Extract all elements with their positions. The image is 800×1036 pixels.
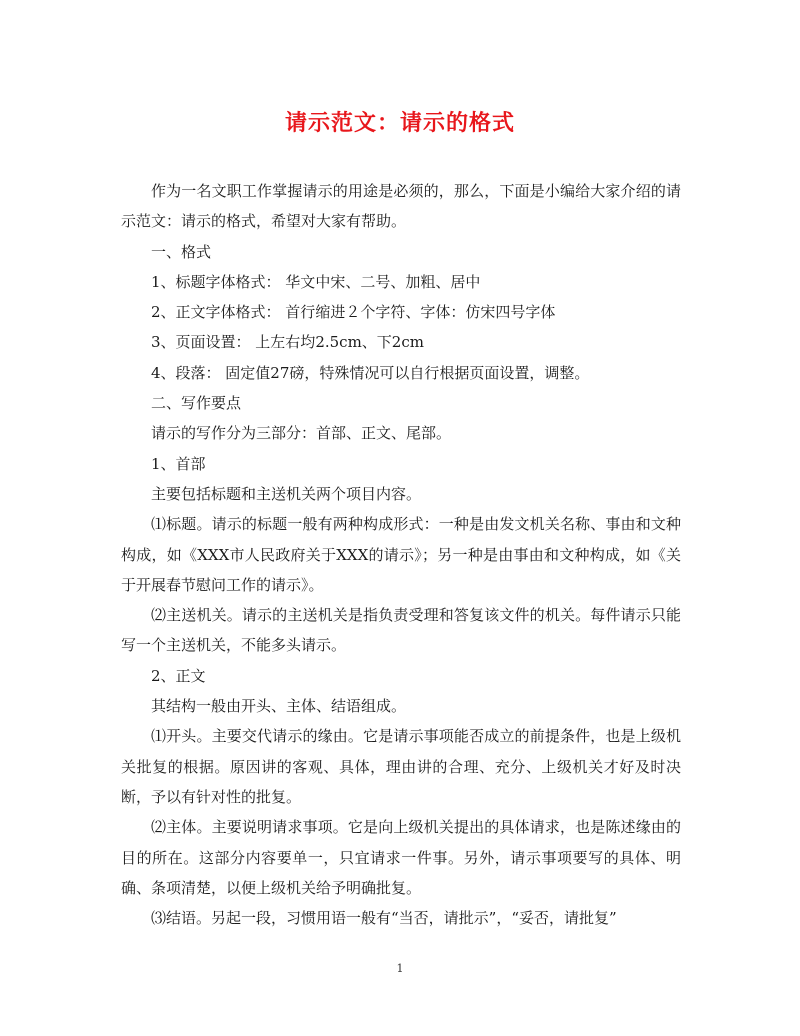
paragraph-recipient-detail: ⑵主送机关。请示的主送机关是指负责受理和答复该文件的机关。每件请示只能写一个主送机关，不能多头请示。 bbox=[121, 606, 681, 655]
paragraph-opening-detail: ⑴开头。主要交代请示的缘由。它是请示事项能否成立的前提条件，也是上级机关批复的根据。原因讲的客观、具体，理由讲的合理、充分、上级机关才好及时决断，予以有针对性的批复。 bbox=[121, 727, 681, 806]
paragraph-body-structure: 其结构一般由开头、主体、结语组成。 bbox=[151, 697, 407, 716]
paragraph-main-detail: ⑵主体。主要说明请求事项。它是向上级机关提出的具体请求，也是陈述缘由的目的所在。这部分内容要单一，只宜请求一件事。另外，请示事项要写的具体、明确、条项清楚，以便上级机关给予明确批复。 bbox=[121, 818, 681, 897]
heading-writing-points: 二、写作要点 bbox=[151, 394, 242, 413]
paragraph-conclusion-detail: ⑶结语。另起一段，习惯用语一般有“当否，请批示”，“妥否，请批复” bbox=[151, 909, 617, 928]
subheading-header: 1、首部 bbox=[151, 454, 206, 473]
heading-format: 一、格式 bbox=[151, 242, 212, 261]
document-body bbox=[121, 176, 681, 933]
paragraph-header-content: 主要包括标题和主送机关两个项目内容。 bbox=[151, 484, 422, 503]
list-item-title-font: 1、标题字体格式： 华文中宋、二号、加粗、居中 bbox=[151, 272, 481, 291]
list-item-paragraph: 4、段落： 固定值27磅，特殊情况可以自行根据页面设置，调整。 bbox=[151, 363, 590, 382]
subheading-body: 2、正文 bbox=[151, 666, 206, 685]
paragraph-three-parts: 请示的写作分为三部分：首部、正文、尾部。 bbox=[151, 424, 452, 443]
list-item-body-font: 2、正文字体格式： 首行缩进２个字符、字体：仿宋四号字体 bbox=[151, 303, 556, 322]
document-title: 请示范文：请示的格式 bbox=[284, 110, 515, 136]
paragraph-title-detail: ⑴标题。请示的标题一般有两种构成形式：一种是由发文机关名称、事由和文种构成，如《XXX市人民政府关于XXX的请示》；另一种是由事由和文种构成，如《关于开展春节慰问工作的请示》。 bbox=[121, 515, 681, 594]
paragraph-intro: 作为一名文职工作掌握请示的用途是必须的，那么，下面是小编给大家介绍的请示范文：请示的格式，希望对大家有帮助。 bbox=[121, 182, 681, 231]
list-item-page-setup: 3、页面设置： 上左右均2.5cm、下2cm bbox=[151, 333, 424, 352]
page-number: 1 bbox=[396, 962, 404, 975]
